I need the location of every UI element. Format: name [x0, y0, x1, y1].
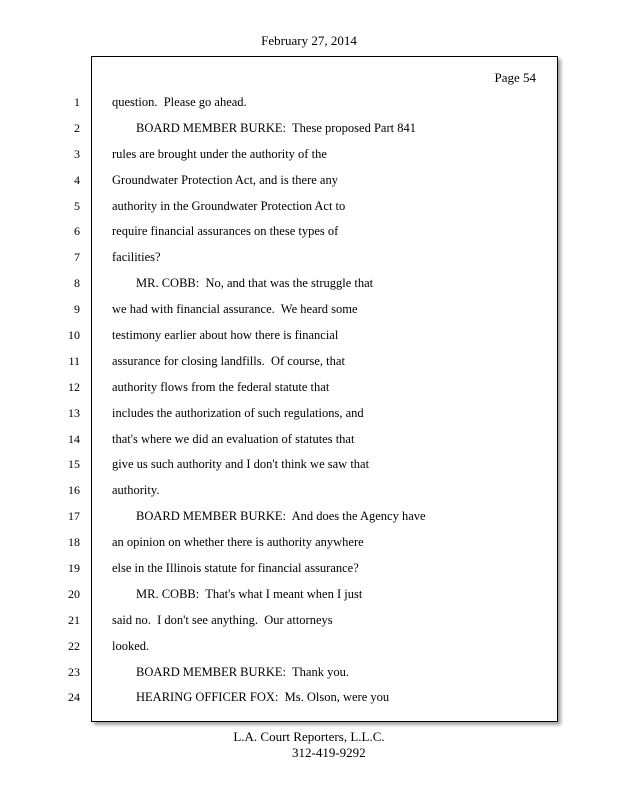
- line-number: 2: [74, 120, 80, 135]
- transcript-line: facilities?: [112, 250, 161, 265]
- page-number: Page 54: [494, 70, 536, 85]
- line-number-column: [40, 92, 80, 713]
- reporter-phone: 312-419-9292: [292, 745, 366, 760]
- line-number: 18: [68, 535, 80, 550]
- transcript-line: authority flows from the federal statute that: [112, 379, 330, 394]
- line-number: 20: [68, 586, 80, 601]
- line-number: 3: [74, 146, 80, 161]
- line-number: 11: [68, 353, 80, 368]
- line-number: 12: [68, 379, 80, 394]
- line-number: 14: [68, 431, 80, 446]
- transcript-line: assurance for closing landfills. Of course, that: [112, 353, 345, 368]
- transcript-line: looked.: [112, 638, 150, 653]
- line-number: 6: [74, 224, 80, 239]
- transcript-line: BOARD MEMBER BURKE: These proposed Part 841: [136, 120, 416, 135]
- line-number: 13: [68, 405, 80, 420]
- transcript-line: else in the Illinois statute for financial assurance?: [112, 561, 359, 576]
- transcript-line: HEARING OFFICER FOX: Ms. Olson, were you: [136, 690, 390, 705]
- line-number: 10: [68, 328, 80, 343]
- transcript-line: give us such authority and I don't think we saw that: [112, 457, 370, 472]
- transcript-line: require financial assurances on these types of: [112, 224, 339, 239]
- line-number: 5: [74, 198, 80, 213]
- transcript-line: said no. I don't see anything. Our attorneys: [112, 612, 333, 627]
- line-number: 22: [68, 638, 80, 653]
- transcript-line: question. Please go ahead.: [112, 95, 247, 109]
- line-number: 7: [74, 250, 80, 265]
- transcript-line: MR. COBB: No, and that was the struggle that: [136, 276, 374, 291]
- line-number: 1: [74, 95, 80, 109]
- line-number: 15: [68, 457, 80, 472]
- transcript-line: testimony earlier about how there is financial: [112, 328, 339, 343]
- line-number: 16: [68, 483, 80, 498]
- transcript-line: an opinion on whether there is authority anywhere: [112, 535, 364, 550]
- transcript-body: [112, 92, 552, 713]
- transcript-line: authority.: [112, 483, 160, 498]
- line-number: 24: [68, 690, 80, 705]
- line-number: 23: [68, 664, 80, 679]
- line-number: 4: [74, 172, 80, 187]
- line-number: 8: [74, 276, 80, 291]
- line-number: 9: [74, 302, 80, 317]
- transcript-line: BOARD MEMBER BURKE: Thank you.: [136, 664, 349, 679]
- reporter-company: L.A. Court Reporters, L.L.C.: [233, 729, 385, 744]
- transcript-line: authority in the Groundwater Protection Act to: [112, 198, 346, 213]
- transcript-line: rules are brought under the authority of the: [112, 146, 327, 161]
- transcript-date: February 27, 2014: [261, 33, 357, 48]
- transcript-line: BOARD MEMBER BURKE: And does the Agency have: [136, 509, 426, 524]
- transcript-line: MR. COBB: That's what I meant when I just: [136, 586, 363, 601]
- line-number: 21: [68, 612, 80, 627]
- transcript-line: Groundwater Protection Act, and is there any: [112, 172, 338, 187]
- transcript-line: we had with financial assurance. We heard some: [112, 302, 358, 317]
- transcript-line: that's where we did an evaluation of statutes that: [112, 431, 355, 446]
- line-number: 17: [68, 509, 80, 524]
- transcript-line: includes the authorization of such regulations, and: [112, 405, 364, 420]
- line-number: 19: [68, 561, 80, 576]
